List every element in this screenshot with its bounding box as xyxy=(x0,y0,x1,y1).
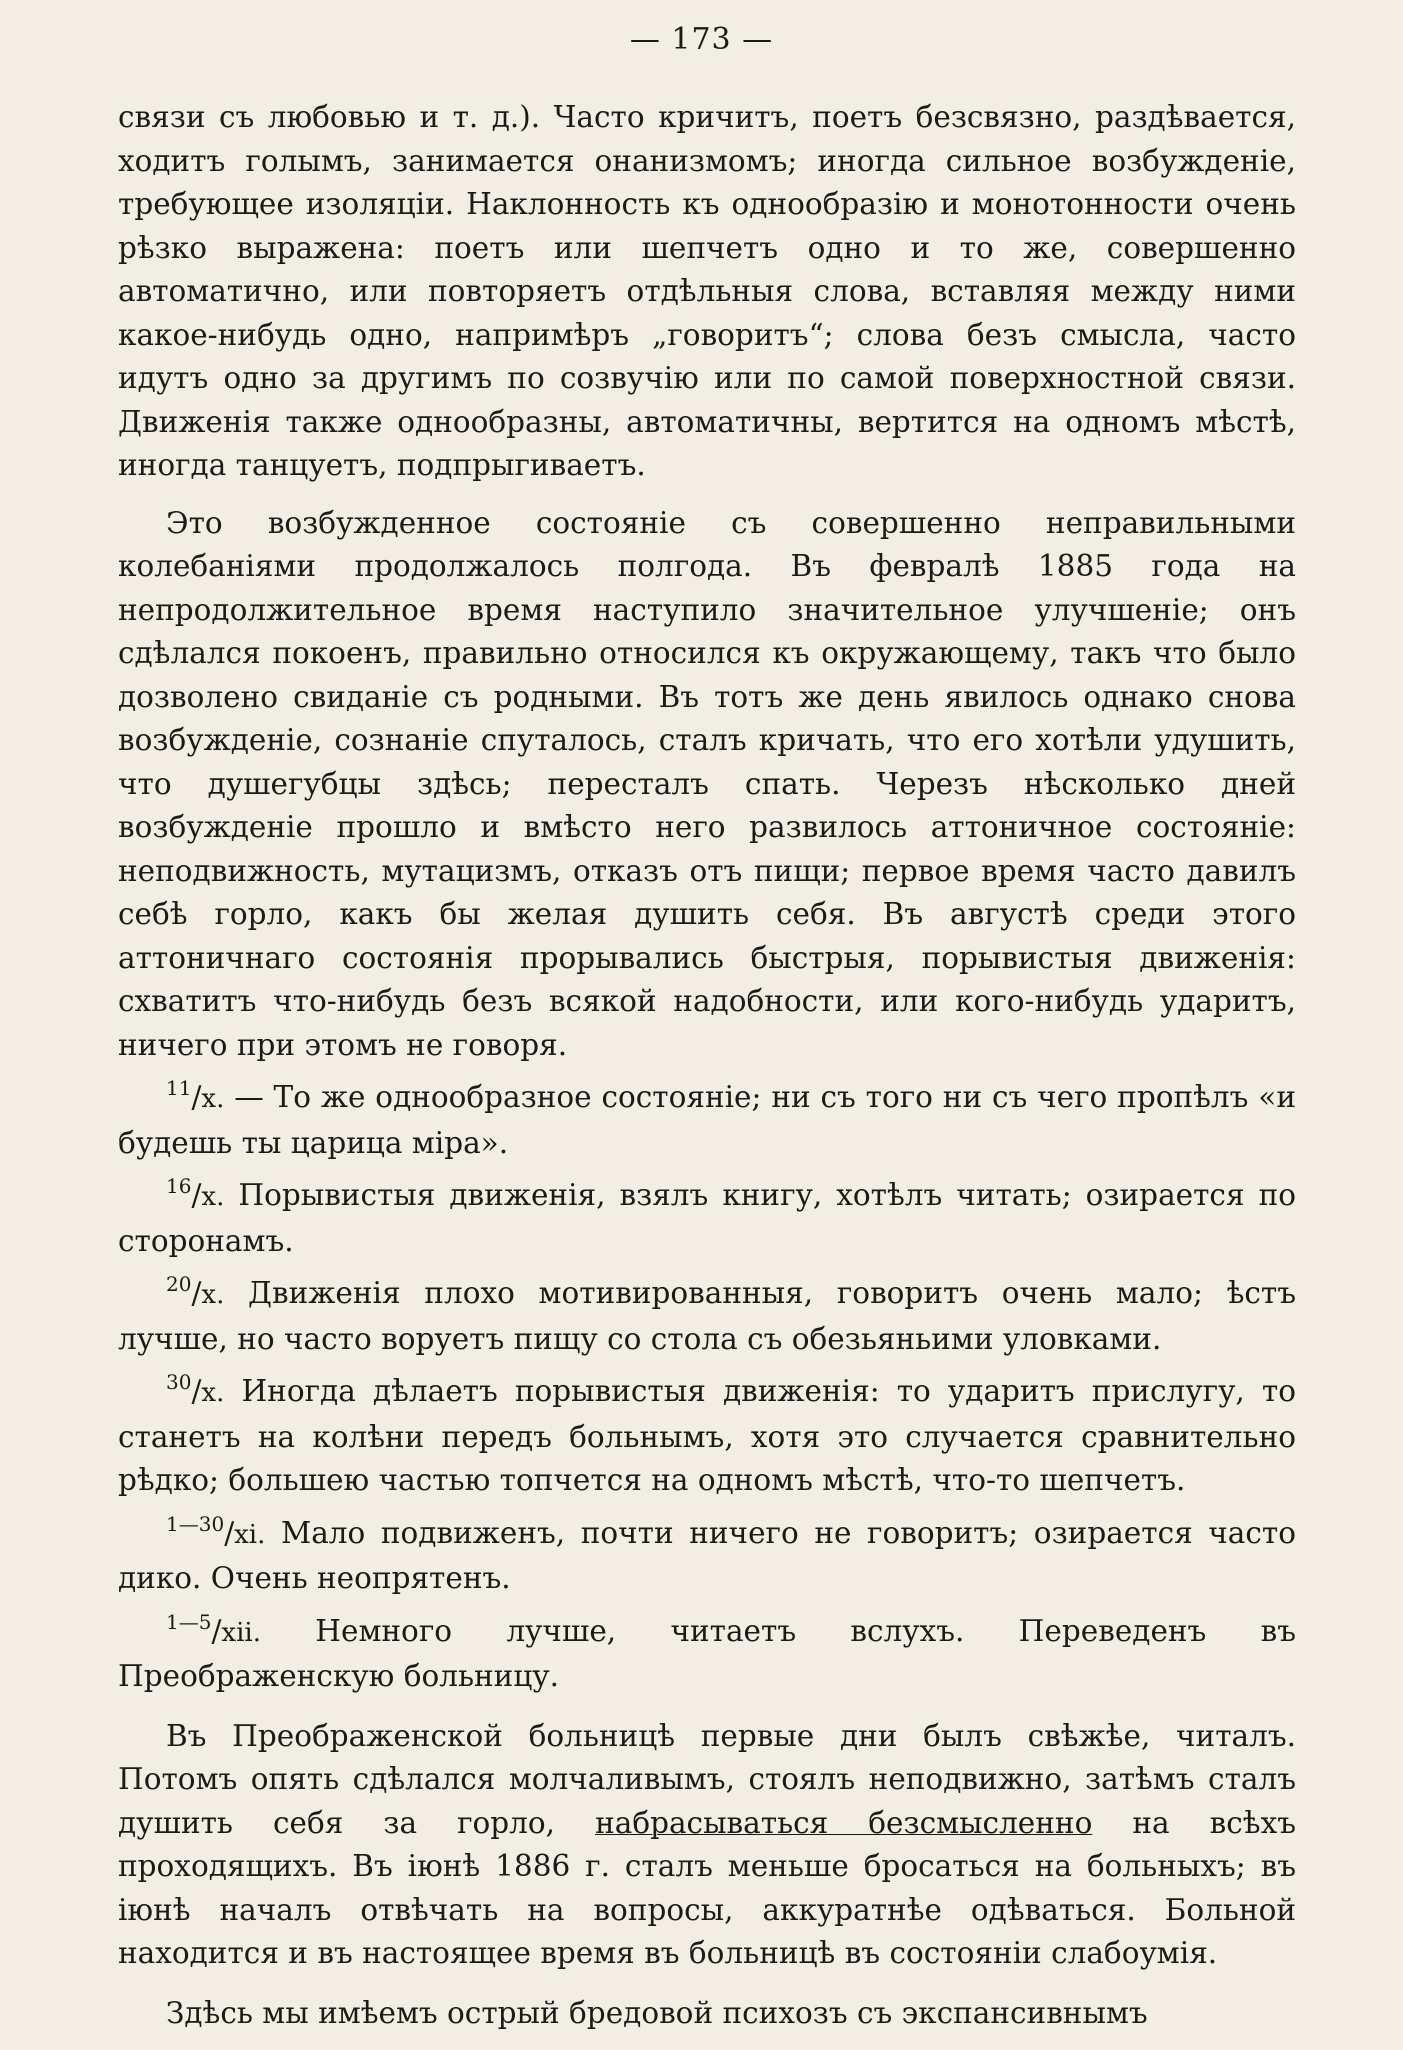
entry-day: 11 xyxy=(166,1076,192,1100)
entry-day: 1—30 xyxy=(166,1511,225,1536)
entry-text: — То же однообразное состояніе; ни съ того ни съ чего пропѣлъ «и будешь ты царица міра». xyxy=(118,1080,1296,1160)
paragraph-text: Въ Преображенской больницѣ первые дни былъ свѣжѣе, читалъ. Потомъ опять сдѣлался молчаливымъ, стоялъ неподвижно, затѣмъ сталъ душить себя за горло, xyxy=(118,1718,1296,1840)
entry-day: 16 xyxy=(166,1174,192,1198)
entry-text: Порывистыя движенія, взялъ книгу, хотѣлъ читать; озирается по сторонамъ. xyxy=(118,1178,1296,1258)
paragraph-text: на всѣхъ проходящихъ. Въ іюнѣ 1886 г. сталъ меньше бросаться на больныхъ; въ іюнѣ началъ отвѣчать на вопросы, аккуратнѣе одѣваться. Больной находится и въ настоящее время въ больницѣ въ состояніи слабоумія. xyxy=(118,1805,1296,1970)
dated-entry: $^{1—30}$/xi. Мало подвиженъ, почти ничего не говоритъ; озирается часто дико. Очень неопрятенъ. xyxy=(118,1511,1296,1595)
entry-month: x. xyxy=(201,1378,225,1408)
entry-day: 30 xyxy=(166,1370,192,1394)
dated-entry: $^{30}$/x. Иногда дѣлаетъ порывистыя движенія: то ударитъ прислугу, то станетъ на колѣни передъ больнымъ, хотя это случается сравнительно рѣдко; большею частью топчется на одномъ мѣстѣ, что-то шепчетъ. xyxy=(118,1370,1296,1497)
page-number: — 173 — xyxy=(629,22,774,57)
entry-text: Немного лучше, читаетъ вслухъ. Переведенъ въ Преображенскую больницу. xyxy=(118,1613,1296,1693)
underlined-phrase: набрасываться безсмысленно xyxy=(595,1805,1093,1840)
dated-entry: $^{11}$/x. — То же однообразное состояніе; ни съ того ни съ чего пропѣлъ «и будешь ты царица міра». xyxy=(118,1076,1296,1160)
entry-day: 20 xyxy=(166,1272,192,1296)
paragraph xyxy=(118,1715,1296,1976)
paragraph: Здѣсь мы имѣемъ острый бредовой психозъ съ экспансивнымъ xyxy=(166,1995,1148,2030)
entry-month: x. xyxy=(201,1280,225,1310)
entry-text: Иногда дѣлаетъ порывистыя движенія: то ударитъ прислугу, то станетъ на колѣни передъ больнымъ, хотя это случается сравнительно рѣдко; большею частью топчется на одномъ мѣстѣ, что-то шепчетъ. xyxy=(118,1374,1296,1497)
dated-entry: $^{1—5}$/xii. Немного лучше, читаетъ вслухъ. Переведенъ въ Преображенскую больницу. xyxy=(118,1609,1296,1693)
entry-month: xii. xyxy=(221,1617,261,1648)
body-text xyxy=(118,96,1296,2035)
entry-month: x. xyxy=(201,1084,225,1114)
dated-entry: $^{16}$/x. Порывистыя движенія, взялъ книгу, хотѣлъ читать; озирается по сторонамъ. xyxy=(118,1174,1296,1258)
dated-entry: $^{20}$/x. Движенія плохо мотивированныя, говоритъ очень мало; ѣстъ лучше, но часто воруетъ пищу со стола съ обезьяньими уловками. xyxy=(118,1272,1296,1356)
entry-text: Мало подвиженъ, почти ничего не говоритъ; озирается часто дико. Очень неопрятенъ. xyxy=(118,1515,1296,1595)
entry-day: 1—5 xyxy=(166,1609,212,1634)
entry-text: Движенія плохо мотивированныя, говоритъ очень мало; ѣстъ лучше, но часто воруетъ пищу со стола съ обезьяньими уловками. xyxy=(118,1276,1296,1356)
entry-month: xi. xyxy=(234,1519,266,1550)
paragraph-continued: связи съ любовью и т. д.). Часто кричитъ, поетъ безсвязно, раздѣвается, ходитъ голымъ, занимается онанизмомъ; иногда сильное возбужденіе, требующее изоляціи. Наклонность къ однообразію и монотонности очень рѣзко выражена: поетъ или шепчетъ одно и то же, совершенно автоматично, или повторяетъ отдѣльныя слова, вставляя между ними какое-нибудь одно, напримѣръ „говоритъ“; слова безъ смысла, часто идутъ одно за другимъ по созвучію или по самой поверхностной связи. Движенія также однообразны, автоматичны, вертится на одномъ мѣстѣ, иногда танцуетъ, подпрыгиваетъ. xyxy=(118,100,1296,482)
entry-month: x. xyxy=(201,1182,225,1212)
paragraph: Это возбужденное состояніе съ совершенно неправильными колебаніями продолжалось полгода. Въ февралѣ 1885 года на непродолжительное время наступило значительное улучшеніе; онъ сдѣлался покоенъ, правильно относился къ окружающему, такъ что было дозволено свиданіе съ родными. Въ тотъ же день явилось однако снова возбужденіе, сознаніе спуталось, сталъ кричать, что его хотѣли удушить, что душегубцы здѣсь; пересталъ спать. Черезъ нѣсколько дней возбужденіе прошло и вмѣсто него развилось аттоничное состояніе: неподвижность, мутацизмъ, отказъ отъ пищи; первое время часто давилъ себѣ горло, какъ бы желая душить себя. Въ августѣ среди этого аттоничнаго состоянія прорывались быстрыя, порывистыя движенія: схватитъ что-нибудь безъ всякой надобности, или кого-нибудь ударитъ, ничего при этомъ не говоря. xyxy=(118,505,1296,1062)
